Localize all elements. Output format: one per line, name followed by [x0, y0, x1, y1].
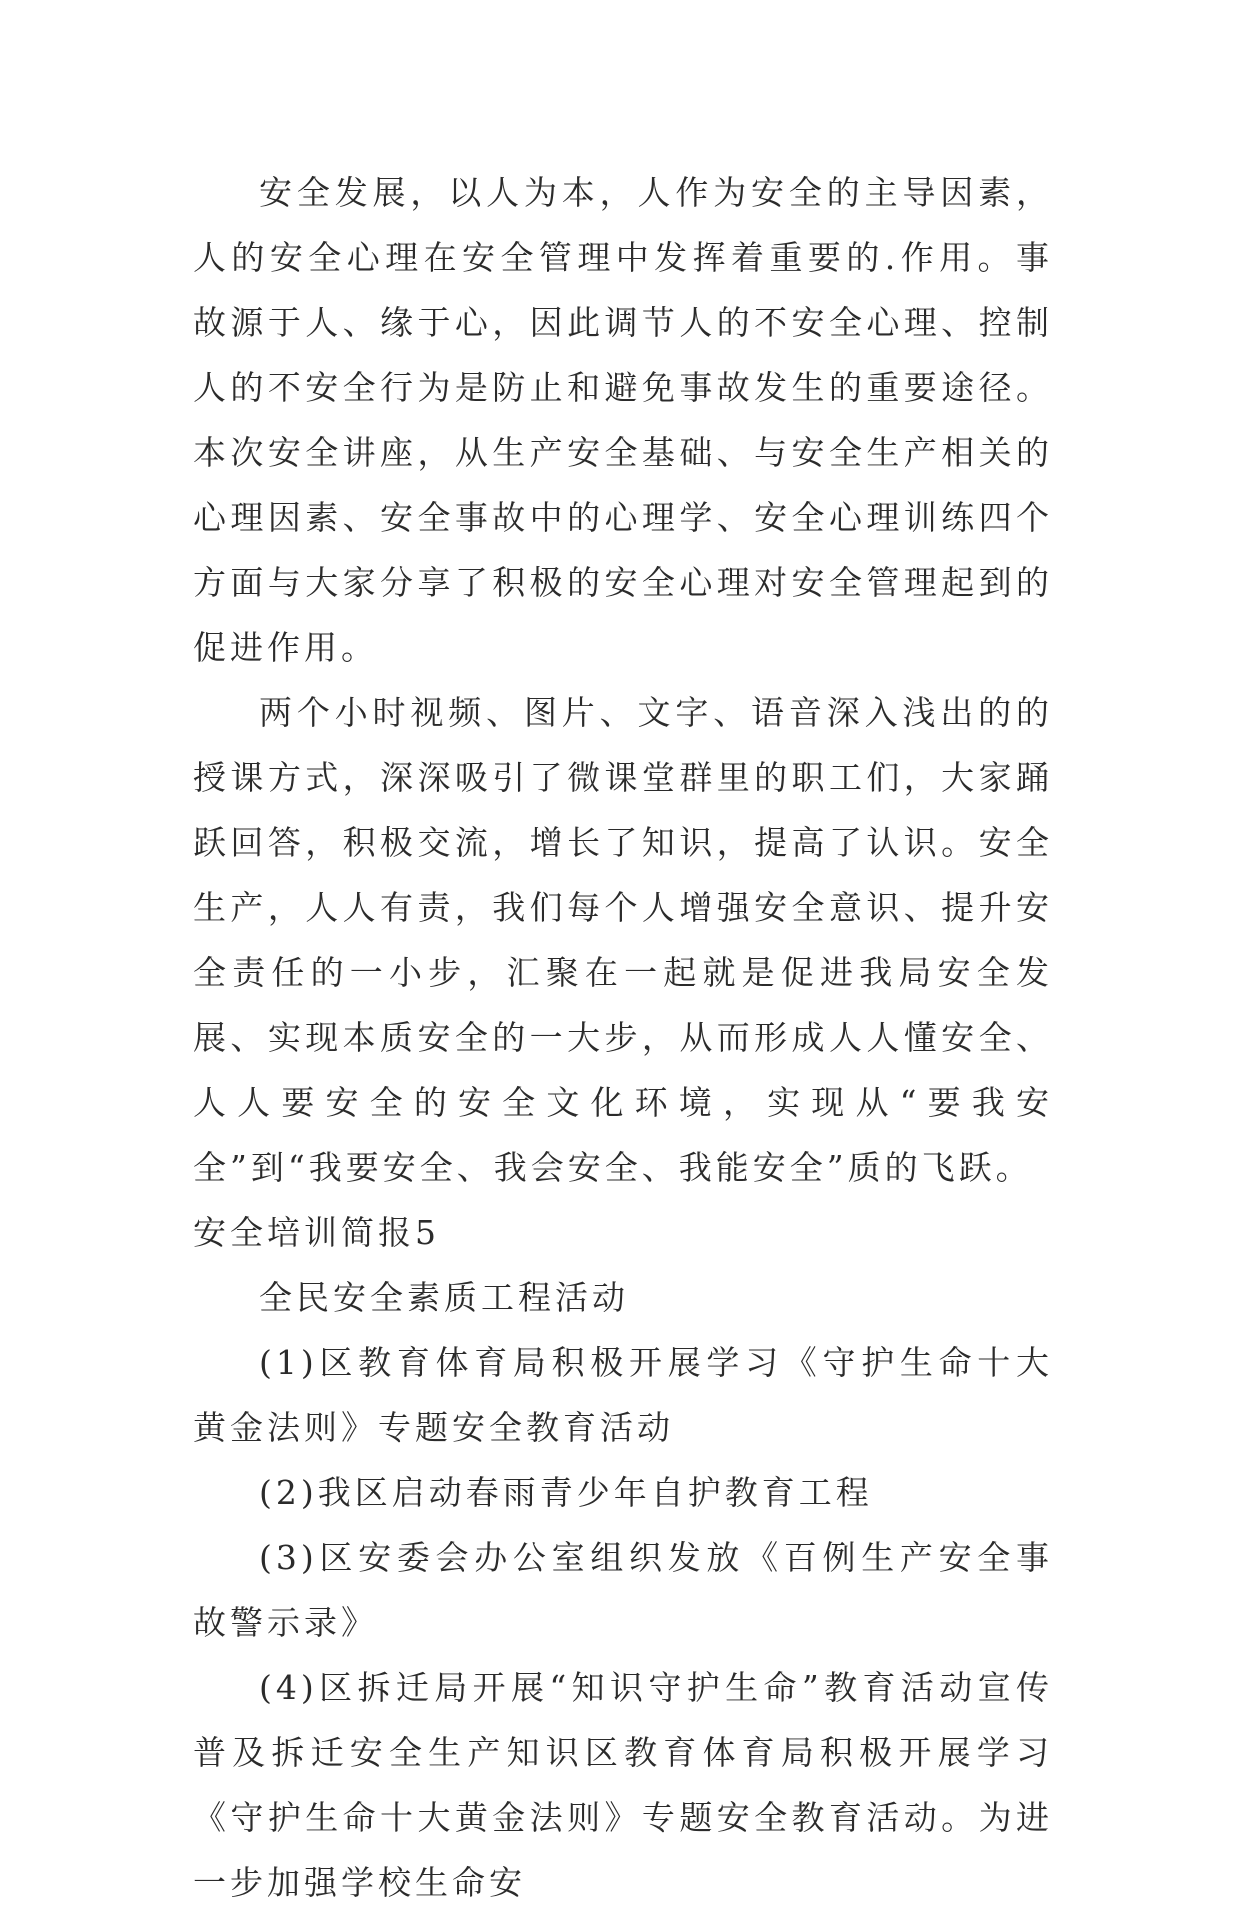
paragraph-item-3: (3)区安委会办公室组织发放《百例生产安全事故警示录》 — [193, 1538, 1053, 1642]
paragraph-micro-class: 两个小时视频、图片、文字、语音深入浅出的的授课方式，深深吸引了微课堂群里的职工们，大家踊跃回答，积极交流，增长了知识，提高了认识。安全生产，人人有责，我们每个人增强安全意识、提升安全责任的一小步，汇聚在一起就是促进我局安全发展、实现本质安全的一大步，从而形成人人懂安全、人人要安全的安全文化环境，实现从“要我安全”到“我要安全、我会安全、我能安全”质的飞跃。 — [193, 693, 1053, 1187]
paragraph-safety-psychology: 安全发展，以人为本，人作为安全的主导因素，人的安全心理在安全管理中发挥着重要的.作用。事故源于人、缘于心，因此调节人的不安全心理、控制人的不安全行为是防止和避免事故发生的重要途径。本次安全讲座，从生产安全基础、与安全生产相关的心理因素、安全事故中的心理学、安全心理训练四个方面与大家分享了积极的安全心理对安全管理起到的促进作用。 — [193, 173, 1053, 667]
paragraph-activity-title: 全民安全素质工程活动 — [259, 1278, 629, 1317]
paragraph-item-1: (1)区教育体育局积极开展学习《守护生命十大黄金法则》专题安全教育活动 — [193, 1343, 1053, 1447]
paragraph-item-4: (4)区拆迁局开展“知识守护生命”教育活动宣传普及拆迁安全生产知识区教育体育局积极开展学习《守护生命十大黄金法则》专题安全教育活动。为进一步加强学校生命安 — [193, 1668, 1053, 1902]
section-heading: 安全培训简报5 — [193, 1213, 440, 1252]
paragraph-item-2: (2)我区启动春雨青少年自护教育工程 — [259, 1473, 873, 1512]
document-body — [193, 160, 1053, 1915]
